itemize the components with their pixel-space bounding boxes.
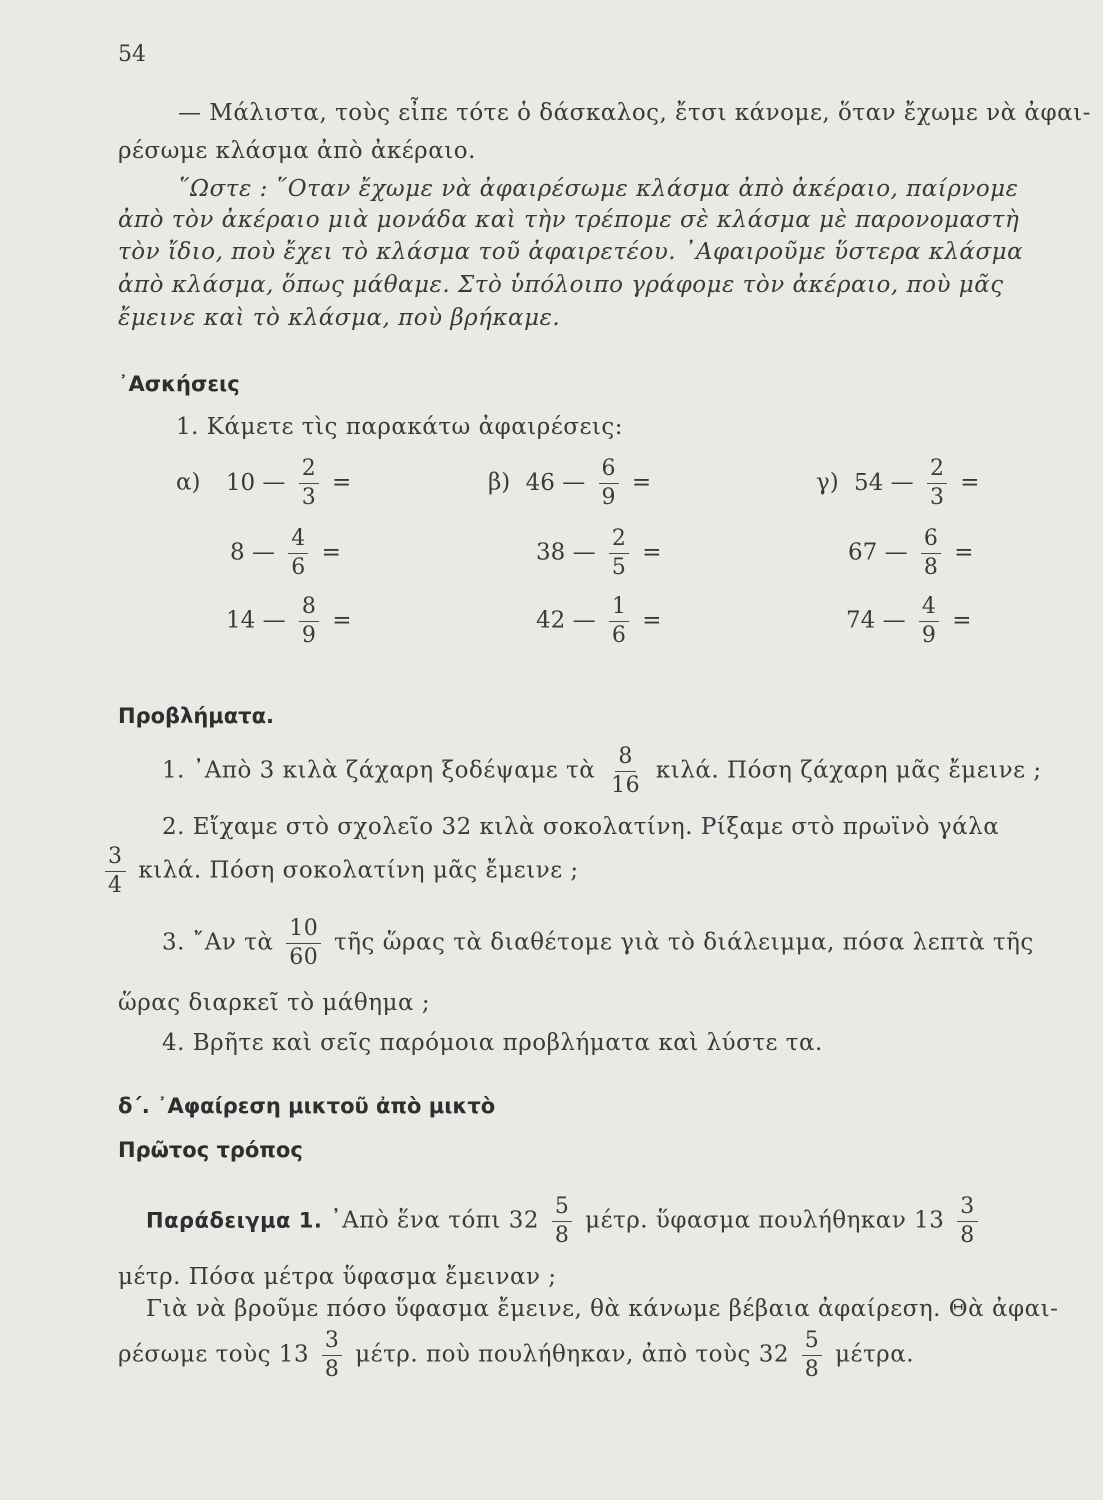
fraction: $\frac{4}{6}$ xyxy=(288,528,308,579)
exercise-row: 74 — $\frac{4}{9}$ = xyxy=(846,594,972,648)
rule-line-3: τὸν ἴδιο, ποὺ ἔχει τὸ κλάσμα τοῦ ἀφαιρετέου. ᾿Αφαιροῦμε ὕστερα κλάσμα xyxy=(118,239,1024,265)
fraction: $\frac{2}{5}$ xyxy=(609,528,629,579)
problem-1: 1. ᾿Απὸ 3 κιλὰ ζάχαρη ξοδέψαμε τὰ $\frac{8}{16}$ κιλά. Πόση ζάχαρη μᾶς ἔμεινε ; xyxy=(162,744,1042,798)
intro-line-2: ρέσωμε κλάσμα ἀπὸ ἀκέραιο. xyxy=(118,138,476,164)
fraction: $\frac{5}{8}$ xyxy=(552,1196,573,1247)
rule-line-2: ἀπὸ τὸν ἀκέραιο μιὰ μονάδα καὶ τὴν τρέπομε σὲ κλάσμα μὲ παρονομαστὴ xyxy=(118,207,1020,233)
example-line-1: Παράδειγμα 1. ᾿Απὸ ἕνα τόπι 32 $\frac{5}{8}$ μέτρ. ὕφασμα πουλήθηκαν 13 $\frac{3}{8}$ xyxy=(146,1196,983,1247)
fraction: $\frac{2}{3}$ xyxy=(927,458,947,509)
section-subtitle: Πρῶτος τρόπος xyxy=(118,1138,303,1162)
example-label: Παράδειγμα 1. xyxy=(146,1208,323,1233)
exercise-row: β) 46 — $\frac{6}{9}$ = xyxy=(488,456,652,510)
section-title: δ΄. ᾿Αφαίρεση μικτοῦ ἀπὸ μικτὸ xyxy=(118,1094,496,1118)
exercise-row: 8 — $\frac{4}{6}$ = xyxy=(230,526,341,580)
problem-2-line-2: $\frac{3}{4}$ κιλά. Πόση σοκολατίνη μᾶς ἔμεινε ; xyxy=(100,846,579,897)
column-label-b: β) xyxy=(488,469,511,496)
problem-4: 4. Βρῆτε καὶ σεῖς παρόμοια προβλήματα καὶ λύστε τα. xyxy=(162,1030,823,1056)
problem-2-line-1: 2. Εἴχαμε στὸ σχολεῖο 32 κιλὰ σοκολατίνη. Ρίξαμε στὸ πρωϊνὸ γάλα xyxy=(162,814,1000,840)
problem-3: 3. ῎Αν τὰ $\frac{10}{60}$ τῆς ὥρας τὰ διαθέτομε γιὰ τὸ διάλειμμα, πόσα λεπτὰ τῆς xyxy=(162,916,1034,970)
fraction: $\frac{5}{8}$ xyxy=(802,1330,823,1381)
fraction: $\frac{1}{6}$ xyxy=(609,596,629,647)
fraction: $\frac{8}{9}$ xyxy=(299,596,319,647)
fraction: $\frac{4}{9}$ xyxy=(919,596,939,647)
problem-3-line-2: ὥρας διαρκεῖ τὸ μάθημα ; xyxy=(118,990,431,1016)
exercises-heading: ᾿Ασκήσεις xyxy=(118,372,240,396)
fraction: $\frac{8}{16}$ xyxy=(611,744,641,798)
fraction: $\frac{2}{3}$ xyxy=(299,458,319,509)
column-label-a: α) xyxy=(176,469,201,496)
rule-line-4: ἀπὸ κλάσμα, ὅπως μάθαμε. Στὸ ὑπόλοιπο γράφομε τὸν ἀκέραιο, ποὺ μᾶς xyxy=(118,272,1004,298)
example-line-4: ρέσωμε τοὺς 13 $\frac{3}{8}$ μέτρ. ποὺ πουλήθηκαν, ἀπὸ τοὺς 32 $\frac{5}{8}$ μέτρα. xyxy=(118,1328,915,1382)
exercise-row: 42 — $\frac{1}{6}$ = xyxy=(536,594,662,648)
problems-heading: Προβλήματα. xyxy=(118,704,274,728)
exercises-instruction: 1. Κάμετε τὶς παρακάτω ἀφαιρέσεις: xyxy=(176,414,624,440)
intro-line-1: — Μάλιστα, τοὺς εἶπε τότε ὁ δάσκαλος, ἔτσι κάνομε, ὅταν ἔχωμε νὰ ἀφαι- xyxy=(178,100,1091,126)
fraction: $\frac{3}{4}$ xyxy=(105,846,126,897)
exercise-row: 67 — $\frac{6}{8}$ = xyxy=(848,526,974,580)
exercise-row: 38 — $\frac{2}{5}$ = xyxy=(536,526,662,580)
fraction: $\frac{10}{60}$ xyxy=(286,918,321,969)
exercise-row: 14 — $\frac{8}{9}$ = xyxy=(226,594,352,648)
exercise-row: γ) 54 — $\frac{2}{3}$ = xyxy=(816,456,980,510)
fraction: $\frac{6}{8}$ xyxy=(921,528,941,579)
page-number: 54 xyxy=(118,42,146,67)
fraction: $\frac{3}{8}$ xyxy=(957,1196,978,1247)
fraction: $\frac{6}{9}$ xyxy=(599,458,619,509)
example-line-3: Γιὰ νὰ βροῦμε πόσο ὕφασμα ἔμεινε, θὰ κάνωμε βέβαια ἀφαίρεση. Θὰ ἀφαι- xyxy=(146,1296,1059,1322)
fraction: $\frac{3}{8}$ xyxy=(322,1330,343,1381)
rule-line-5: ἔμεινε καὶ τὸ κλάσμα, ποὺ βρήκαμε. xyxy=(118,305,561,331)
example-line-2: μέτρ. Πόσα μέτρα ὕφασμα ἔμειναν ; xyxy=(118,1264,557,1290)
column-label-c: γ) xyxy=(816,469,839,496)
exercise-row: α) 10 — $\frac{2}{3}$ = xyxy=(176,456,352,510)
rule-line-1: ῞Ωστε : ῞Οταν ἔχωμε νὰ ἀφαιρέσωμε κλάσμα ἀπὸ ἀκέραιο, παίρνομε xyxy=(178,176,1019,202)
